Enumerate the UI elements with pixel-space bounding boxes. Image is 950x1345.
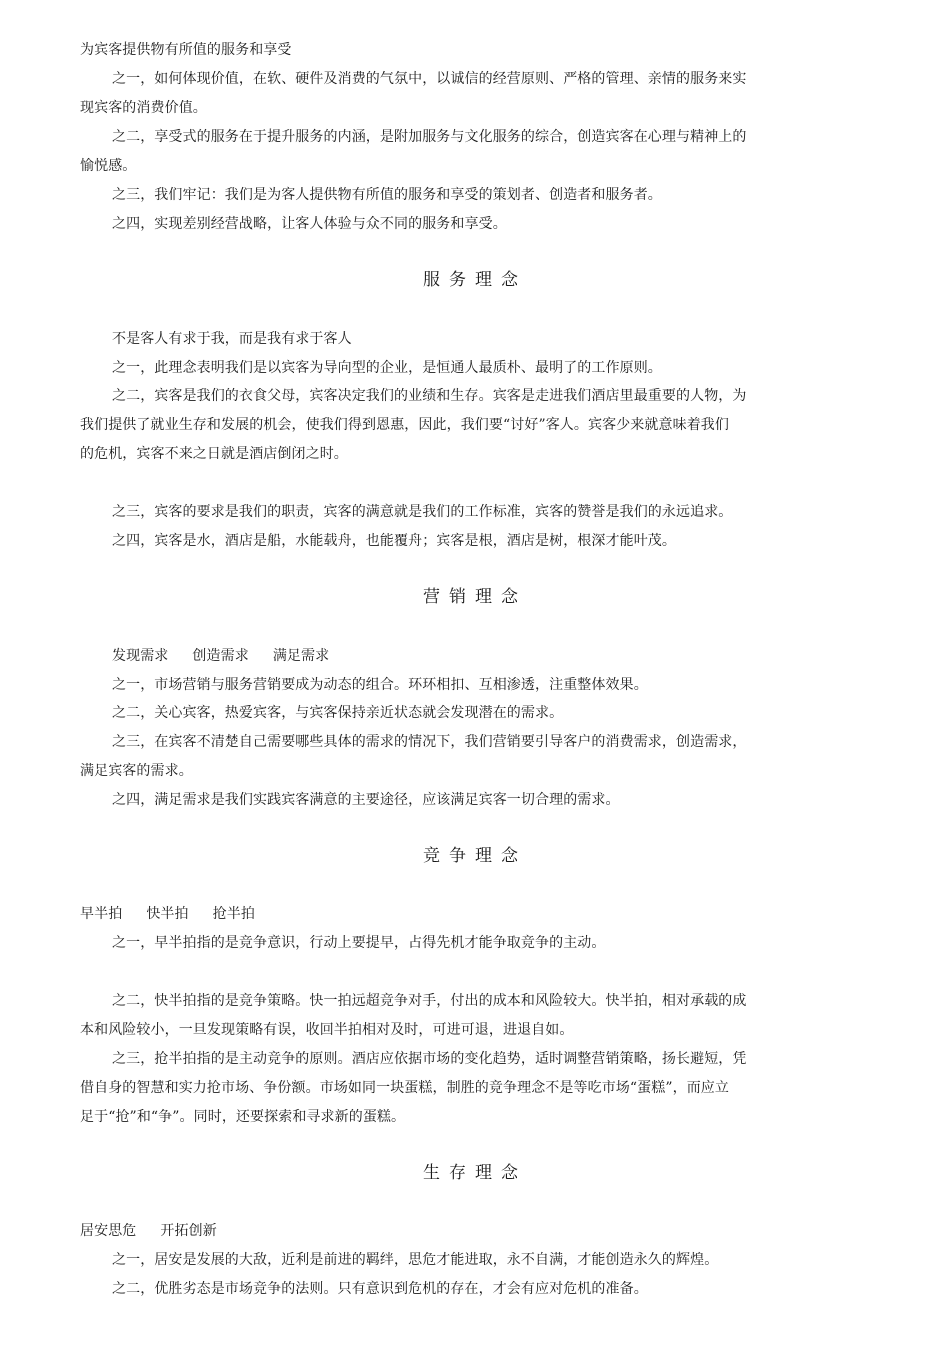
marketing-heading: 营销理念 xyxy=(423,587,527,607)
intro-paragraph-4: 之四，实现差别经营战略，让客人体验与众不同的服务和享受。 xyxy=(112,216,507,232)
service-heading: 服务理念 xyxy=(423,270,527,290)
competition-paragraph-2: 之二，快半拍指的是竞争策略。快一拍远超竞争对手，付出的成本和风险较大。快半拍，相对承载的成 xyxy=(112,993,747,1009)
survival-paragraph-2: 之二，优胜劣态是市场竞争的法则。只有意识到危机的存在，才会有应对危机的准备。 xyxy=(112,1281,648,1297)
survival-motto-item: 居安思危 xyxy=(80,1223,137,1239)
marketing-motto-item: 发现需求 xyxy=(112,648,169,664)
survival-motto-item: 开拓创新 xyxy=(160,1223,217,1239)
competition-motto xyxy=(80,904,790,924)
marketing-paragraph-1: 之一，市场营销与服务营销要成为动态的组合。环环相扣、互相渗透，注重整体效果。 xyxy=(112,677,648,693)
competition-motto-item: 早半拍 xyxy=(80,906,123,922)
marketing-paragraph-3: 之三，在宾客不清楚自己需要哪些具体的需求的情况下，我们营销要引导客户的消费需求，创造需求， xyxy=(112,734,747,750)
marketing-motto-item: 创造需求 xyxy=(192,648,249,664)
intro-paragraph-3: 之三，我们牢记：我们是为客人提供物有所值的服务和享受的策划者、创造者和服务者。 xyxy=(112,187,662,203)
service-paragraph-2: 之二，宾客是我们的衣食父母，宾客决定我们的业绩和生存。宾客是走进我们酒店里最重要的人物，为 xyxy=(112,388,747,404)
competition-paragraph-3: 之三，抢半拍指的是主动竞争的原则。酒店应依据市场的变化趋势，适时调整营销策略，扬长避短，凭 xyxy=(112,1051,747,1067)
marketing-paragraph-4: 之四，满足需求是我们实践宾客满意的主要途径，应该满足宾客一切合理的需求。 xyxy=(112,792,620,808)
marketing-paragraph-2: 之二，关心宾客，热爱宾客，与宾客保持亲近状态就会发现潜在的需求。 xyxy=(112,705,564,721)
competition-paragraph-3-cont-2: 足于“抢”和“争”。同时，还要探索和寻求新的蛋糕。 xyxy=(80,1109,406,1125)
competition-heading: 竞争理念 xyxy=(423,846,527,866)
service-paragraph-3: 之三，宾客的要求是我们的职责，宾客的满意就是我们的工作标准，宾客的赞誉是我们的永远追求。 xyxy=(112,504,733,520)
competition-motto-item: 抢半拍 xyxy=(212,906,255,922)
marketing-motto-item: 满足需求 xyxy=(272,648,330,664)
competition-motto-item: 快半拍 xyxy=(146,906,189,922)
competition-paragraph-2-cont: 本和风险较小，一旦发现策略有误，收回半拍相对及时，可进可退，进退自如。 xyxy=(80,1022,574,1038)
service-paragraph-2-cont-2: 的危机，宾客不来之日就是酒店倒闭之时。 xyxy=(80,446,348,462)
competition-paragraph-1: 之一，早半拍指的是竞争意识，行动上要提早，占得先机才能争取竞争的主动。 xyxy=(112,935,606,951)
intro-paragraph-2-cont: 愉悦感。 xyxy=(80,158,137,174)
survival-paragraph-1: 之一，居安是发展的大敌，近利是前进的羁绊，思危才能进取，永不自满，才能创造永久的辉煌。 xyxy=(112,1252,719,1268)
intro-paragraph-1: 之一，如何体现价值，在软、硬件及消费的气氛中，以诚信的经营原则、严格的管理、亲情的服务来实 xyxy=(112,71,747,87)
survival-motto xyxy=(80,1221,790,1241)
intro-title-line: 为宾客提供物有所值的服务和享受 xyxy=(80,42,292,58)
service-paragraph-1: 之一，此理念表明我们是以宾客为导向型的企业，是恒通人最质朴、最明了的工作原则。 xyxy=(112,360,662,376)
marketing-paragraph-3-cont: 满足宾客的需求。 xyxy=(80,763,193,779)
competition-paragraph-3-cont-1: 借自身的智慧和实力抢市场、争份额。市场如同一块蛋糕，制胜的竞争理念不是等吃市场“蛋糕”，而应立 xyxy=(80,1080,730,1096)
intro-paragraph-1-cont: 现宾客的消费价值。 xyxy=(80,100,207,116)
service-paragraph-4: 之四，宾客是水，酒店是船，水能载舟，也能覆舟；宾客是根，酒店是树，根深才能叶茂。 xyxy=(112,533,676,549)
marketing-motto xyxy=(112,646,790,666)
service-paragraph-2-cont-1: 我们提供了就业生存和发展的机会，使我们得到恩惠，因此，我们要“讨好”客人。宾客少来就意味着我们 xyxy=(80,417,730,433)
service-motto: 不是客人有求于我，而是我有求于客人 xyxy=(112,331,352,347)
intro-paragraph-2: 之二，享受式的服务在于提升服务的内涵，是附加服务与文化服务的综合，创造宾客在心理与精神上的 xyxy=(112,129,747,145)
survival-heading: 生存理念 xyxy=(423,1163,527,1183)
